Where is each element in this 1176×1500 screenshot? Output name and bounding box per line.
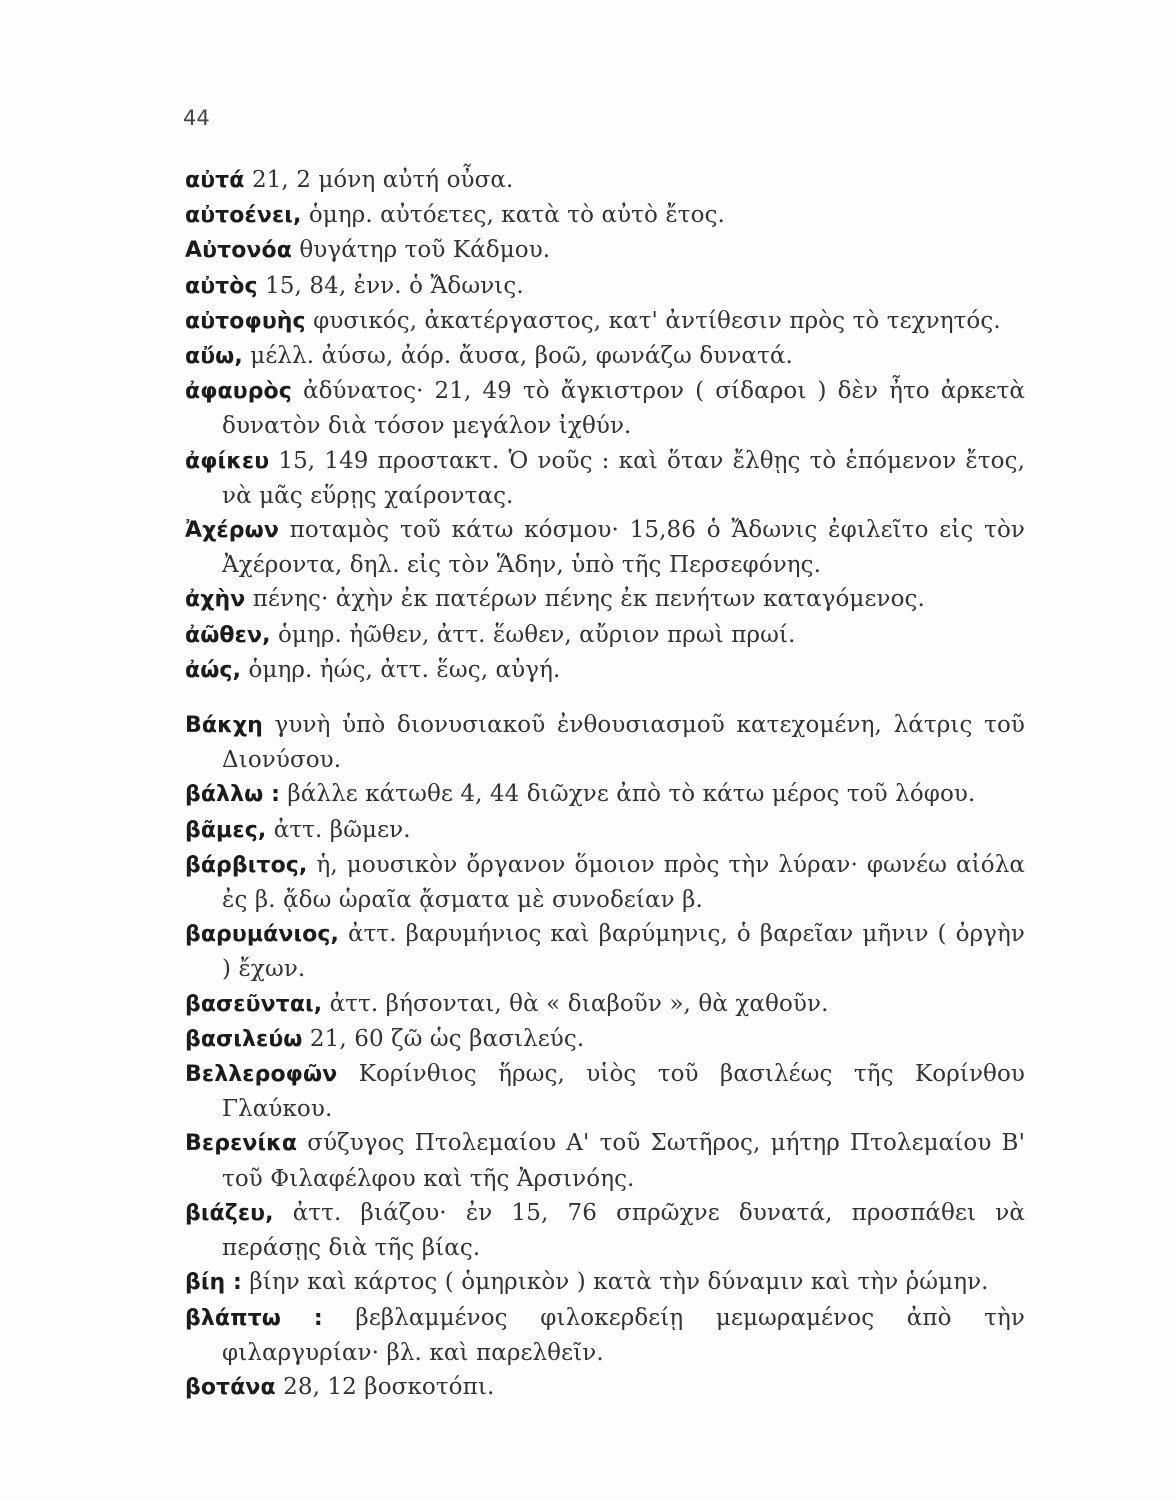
entry-headword: Ἀχέρων bbox=[185, 518, 279, 544]
glossary-entry bbox=[185, 444, 1025, 513]
glossary-entry bbox=[185, 1126, 1025, 1195]
entry-definition: μέλλ. ἀύσω, ἀόρ. ἄυσα, βοῶ, φωνάζω δυνατά. bbox=[242, 343, 793, 370]
entry-headword: βάρβιτος, bbox=[185, 852, 308, 878]
entry-headword: βίη : bbox=[185, 1270, 242, 1296]
entry-headword: ἀφαυρὸς bbox=[185, 379, 292, 405]
entry-definition: σύζυγος Πτολεμαίου Α' τοῦ Σωτῆρος, μήτηρ Πτολεμαίου Β' τοῦ Φιλαφέλφου καὶ τῆς Ἀρσινόης. bbox=[222, 1130, 1025, 1192]
entry-definition: ἡ, μουσικὸν ὄργανον ὅμοιον πρὸς τὴν λύραν· φωνέω αἰόλα ἐς β. ᾄδω ὡραῖα ᾄσματα μὲ συνοδείαν β. bbox=[222, 851, 1025, 914]
entry-definition: θυγάτηρ τοῦ Κάδμου. bbox=[291, 237, 551, 264]
glossary-entry bbox=[185, 777, 1025, 812]
entry-headword: βᾶμες, bbox=[185, 817, 267, 843]
glossary-entry bbox=[185, 708, 1025, 777]
entry-definition: βίην καὶ κάρτος ( ὁμηρικὸν ) κατὰ τὴν δύναμιν καὶ τὴν ῥώμην. bbox=[241, 1269, 989, 1296]
entry-headword: αὐτὸς bbox=[185, 273, 258, 299]
entry-headword: ἀφίκευ bbox=[185, 448, 270, 474]
entry-headword: ἀχὴν bbox=[185, 587, 246, 613]
entry-definition: 21, 2 μόνη αὐτή οὖσα. bbox=[244, 167, 514, 193]
entry-headword: Βάκχη bbox=[185, 713, 263, 739]
entry-headword: βασεῦνται, bbox=[185, 991, 323, 1017]
glossary-entry bbox=[185, 582, 1025, 617]
glossary-entry bbox=[185, 1022, 1025, 1057]
entry-definition: γυνὴ ὑπὸ διονυσιακοῦ ἐνθουσιασμοῦ κατεχομένη, λάτρις τοῦ Διονύσου. bbox=[222, 712, 1025, 774]
glossary-entry bbox=[185, 513, 1025, 582]
glossary-entry bbox=[185, 653, 1025, 688]
glossary-entry bbox=[185, 1370, 1025, 1405]
glossary-entry bbox=[185, 198, 1025, 233]
entry-definition: ὁμηρ. ἠώς, ἀττ. ἕως, αὐγή. bbox=[241, 656, 561, 683]
glossary-entry bbox=[185, 1196, 1025, 1265]
entry-headword: βιάζευ, bbox=[185, 1200, 274, 1226]
glossary-entry bbox=[185, 163, 1025, 198]
entry-definition: ἀδύνατος· 21, 49 τὸ ἄγκιστρον ( σίδαροι ) δὲν ἦτο ἀρκετὰ δυνατὸν διὰ τόσον μεγάλον ἰχθύν. bbox=[222, 378, 1025, 440]
entry-definition: βάλλε κάτωθε 4, 44 διῶχνε ἀπὸ τὸ κάτω μέρος τοῦ λόφου. bbox=[279, 781, 976, 808]
glossary-entry bbox=[185, 987, 1025, 1022]
entry-definition: ὁμηρ. ἠῶθεν, ἀττ. ἕωθεν, αὔριον πρωὶ πρωί. bbox=[270, 621, 796, 648]
entry-headword: βλάπτω : bbox=[185, 1305, 323, 1331]
glossary-entry bbox=[185, 848, 1025, 917]
entry-headword: Βελλεροφῶν bbox=[185, 1062, 338, 1088]
entry-definition: βεβλαμμένος φιλοκερδείῃ μεμωραμένος ἀπὸ τὴν φιλαργυρίαν· βλ. καὶ παρελθεῖν. bbox=[222, 1304, 1025, 1366]
entry-headword: βασιλεύω bbox=[185, 1026, 303, 1052]
entry-headword: ἀώς, bbox=[185, 657, 242, 683]
entry-headword: αὐτοφυὴς bbox=[185, 308, 306, 334]
entry-headword: αὐτά bbox=[185, 168, 245, 193]
entry-headword: βάλλω : bbox=[185, 782, 280, 808]
entry-headword: αὐτοένει, bbox=[185, 203, 302, 229]
entry-headword: βαρυμάνιος, bbox=[185, 922, 339, 948]
entry-definition: ὁμηρ. αὐτόετες, κατὰ τὸ αὐτὸ ἔτος. bbox=[301, 202, 725, 229]
glossary-entry bbox=[185, 233, 1025, 268]
entry-headword: Βερενίκα bbox=[185, 1131, 298, 1157]
glossary-entry bbox=[185, 1265, 1025, 1300]
entry-definition: ἀττ. βήσονται, θὰ « διαβοῦν », θὰ χαθοῦν. bbox=[322, 990, 829, 1017]
entry-definition: φυσικός, ἀκατέργαστος, κατ' ἀντίθεσιν πρὸς τὸ τεχνητός. bbox=[305, 307, 1001, 334]
entry-definition: Κορίνθιος ἥρως, υἱὸς τοῦ βασιλέως τῆς Κορίνθου Γλαύκου. bbox=[222, 1061, 1025, 1123]
glossary-entry bbox=[185, 813, 1025, 848]
glossary-entries bbox=[185, 163, 1025, 1405]
glossary-entry bbox=[185, 618, 1025, 653]
entry-headword: αὔω, bbox=[185, 344, 243, 370]
entry-definition: 15, 149 προστακτ. Ὁ νοῦς : καὶ ὅταν ἔλθῃς τὸ ἑπόμενον ἔτος, νὰ μᾶς εὕρῃς χαίροντας. bbox=[222, 447, 1025, 509]
glossary-entry bbox=[185, 374, 1025, 443]
entry-headword: ἀῶθεν, bbox=[185, 622, 271, 648]
entry-definition: ἀττ. βαρυμήνιος καὶ βαρύμηνις, ὁ βαρεῖαν μῆνιν ( ὀργὴν ) ἔχων. bbox=[222, 921, 1025, 983]
glossary-entry bbox=[185, 339, 1025, 374]
page-number: 44 bbox=[183, 106, 210, 130]
glossary-entry bbox=[185, 1301, 1025, 1370]
glossary-entry bbox=[185, 304, 1025, 339]
entry-definition: 21, 60 ζῶ ὡς βασιλεύς. bbox=[302, 1025, 585, 1052]
entry-definition: 28, 12 βοσκοτόπι. bbox=[275, 1373, 495, 1400]
entry-headword: Αὐτονόα bbox=[185, 238, 292, 264]
glossary-entry bbox=[185, 917, 1025, 986]
glossary-entry bbox=[185, 1057, 1025, 1126]
entry-definition: 15, 84, ἐνν. ὁ Ἄδωνις. bbox=[257, 272, 524, 299]
entry-definition: πένης· ἀχὴν ἐκ πατέρων πένης ἐκ πενήτων καταγόμενος. bbox=[245, 586, 925, 613]
entry-definition: ἀττ. βιάζου· ἐν 15, 76 σπρῶχνε δυνατά, προσπάθει νὰ περάσῃς διὰ τῆς βίας. bbox=[222, 1199, 1025, 1262]
entry-definition: ἀττ. βῶμεν. bbox=[266, 816, 411, 843]
glossary-entry bbox=[185, 269, 1025, 304]
entry-definition: ποταμὸς τοῦ κάτω κόσμου· 15,86 ὁ Ἄδωνις ἐφιλεῖτο εἰς τὸν Ἀχέροντα, δηλ. εἰς τὸν Ἅδην, ὑπὸ τῆς Περσεφόνης. bbox=[222, 517, 1025, 579]
entry-headword: βοτάνα bbox=[185, 1374, 276, 1400]
